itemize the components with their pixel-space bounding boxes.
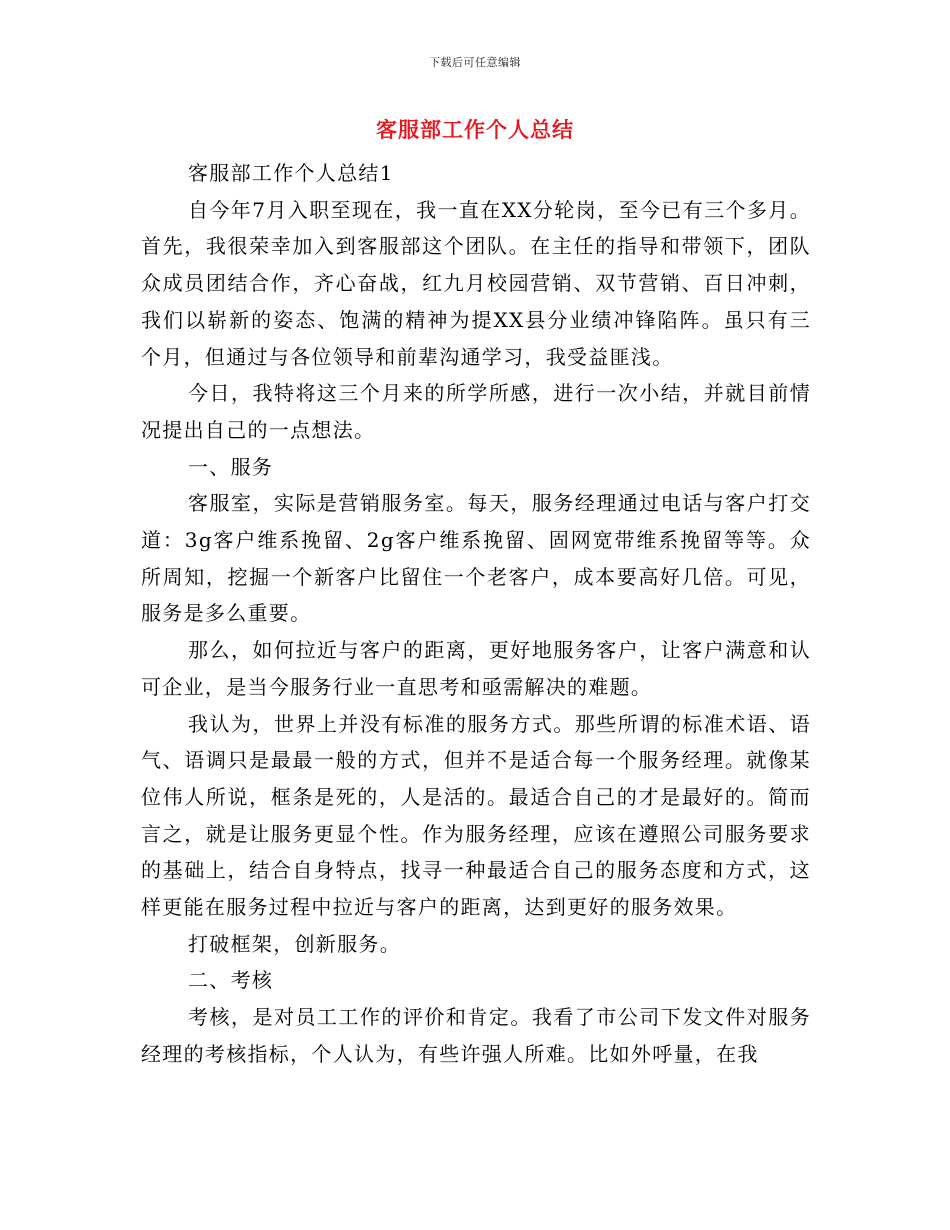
header-note: 下载后可任意编辑 bbox=[429, 56, 521, 69]
paragraph-intro: 自今年7月入职至现在，我一直在XX分轮岗，至今已有三个多月。首先，我很荣幸加入到客服部这个团队。在主任的指导和带领下，团队众成员团结合作，齐心奋战，红九月校园营销、双节营销、百日冲刺，我们以崭新的姿态、饱满的精神为提XX县分业绩冲锋陷阵。虽只有三个月，但通过与各位领导和前辈沟通学习，我受益匪浅。 bbox=[141, 197, 811, 369]
document-body bbox=[141, 155, 811, 1073]
paragraph-assessment: 考核，是对员工工作的评价和肯定。我看了市公司下发文件对服务经理的考核指标，个人认为，有些许强人所难。比如外呼量，在我 bbox=[141, 1005, 811, 1066]
document-title: 客服部工作个人总结 bbox=[376, 117, 574, 142]
paragraph-customer-distance: 那么，如何拉近与客户的距离，更好地服务客户，让客户满意和认可企业，是当今服务行业一直思考和亟需解决的难题。 bbox=[141, 638, 811, 699]
paragraph-opinion: 我认为，世界上并没有标准的服务方式。那些所谓的标准术语、语气、语调只是最最一般的方式，但并不是适合每一个服务经理。就像某位伟人所说，框条是死的，人是活的。最适合自己的才是最好的。简而言之，就是让服务更显个性。作为服务经理，应该在遵照公司服务要求的基础上，结合自身特点，找寻一种最适合自己的服务态度和方式，这样更能在服务过程中拉近与客户的距离，达到更好的服务效果。 bbox=[141, 711, 811, 920]
paragraph-service-room: 客服室，实际是营销服务室。每天，服务经理通过电话与客户打交道：3g客户维系挽留、2g客户维系挽留、固网宽带维系挽留等等。众所周知，挖掘一个新客户比留住一个老客户，成本要高好几倍。可见，服务是多么重要。 bbox=[141, 491, 811, 626]
paragraph-innovate: 打破框架，创新服务。 bbox=[188, 931, 401, 956]
paragraph-summary: 今日，我特将这三个月来的所学所感，进行一次小结，并就目前情况提出自己的一点想法。 bbox=[141, 381, 811, 442]
section-heading-assessment: 二、考核 bbox=[188, 968, 274, 993]
section-heading-service: 一、服务 bbox=[188, 454, 274, 479]
paragraph-subtitle: 客服部工作个人总结1 bbox=[188, 161, 394, 185]
